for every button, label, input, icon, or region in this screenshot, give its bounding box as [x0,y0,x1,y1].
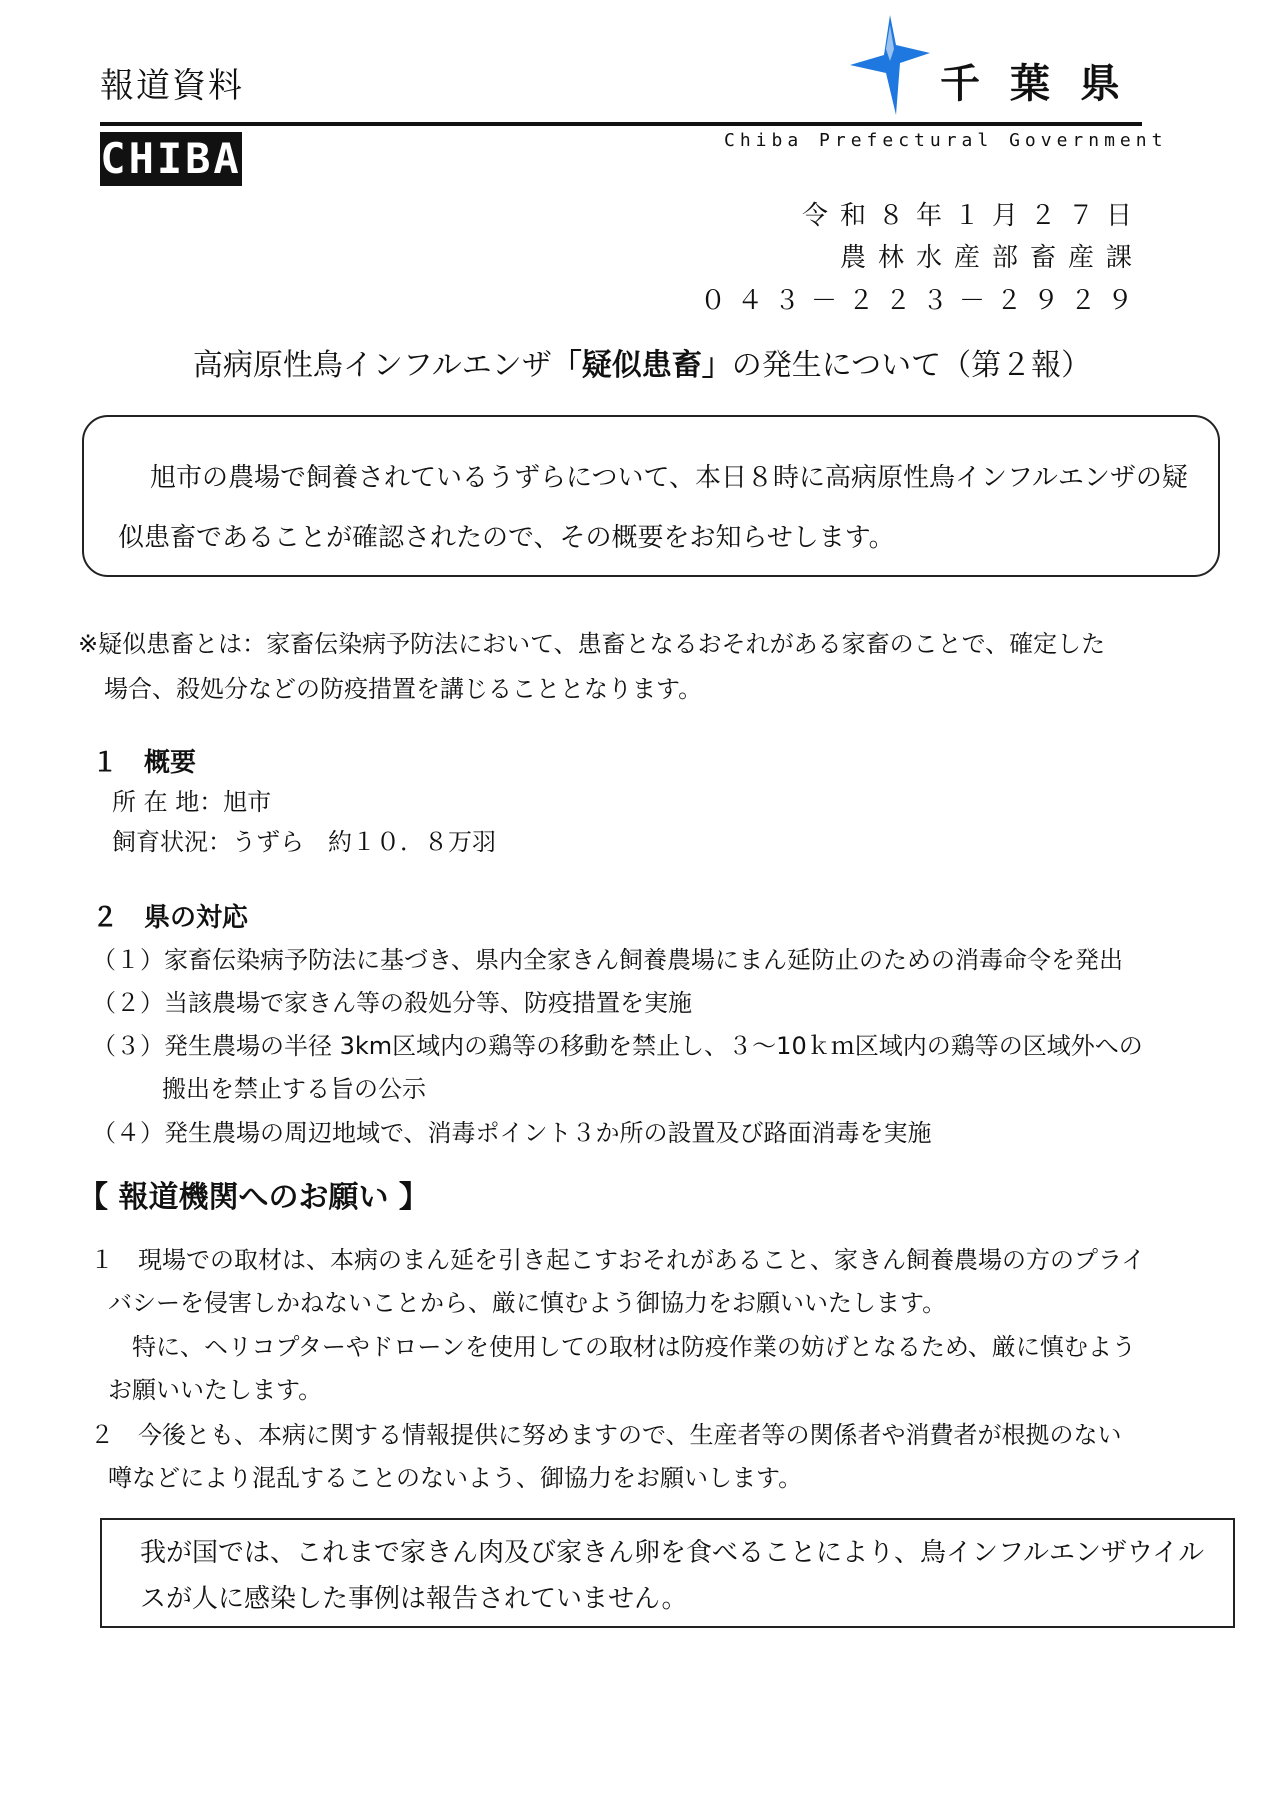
request-line: 噂などにより混乱することのないよう、御協力をお願いします。 [108,1464,803,1492]
prefecture-name: 千葉県 [940,61,1150,107]
document-title [0,340,1284,384]
press-release-label: 報道資料 [100,66,244,106]
section-heading-overview: １ 概要 [92,748,197,778]
title-emphasis: 「疑似患畜」 [551,348,732,383]
summary-text: 旭市の農場で飼養されているうずらについて、本日８時に高病原性鳥インフルエンザの疑似患畜であることが確認されたので、その概要をお知らせします。 [118,463,1188,553]
request-line: お願いいたします。 [108,1376,323,1404]
response-item: （３）発生農場の半径 3km区域内の鶏等の移動を禁止し、３～10ｋｍ区域内の鶏等の区域外への [92,1032,1143,1060]
header-divider [100,122,1142,126]
overview-breeding-status: 飼育状況：うずら 約１０．８万羽 [112,828,496,856]
section-heading-response: ２ 県の対応 [92,903,249,933]
response-item: （２）当該農場で家きん等の殺処分等、防疫措置を実施 [92,989,692,1017]
note-line: ※疑似患畜とは：家畜伝染病予防法において、患畜となるおそれがある家畜のことで、確定した [78,630,1106,658]
request-line: １ 現場での取材は、本病のまん延を引き起こすおそれがあること、家きん飼養農場の方のプライ [90,1246,1146,1274]
chiba-logo: CHIBA [100,132,242,186]
safety-notice-text: 我が国では、これまで家きん肉及び家きん卵を食べることにより、鳥インフルエンザウイルスが人に感染した事例は報告されていません。 [140,1538,1205,1614]
title-suffix: の発生について（第２報） [731,348,1092,383]
government-english-name: Chiba Prefectural Government [724,130,1168,151]
release-date: 令和８年１月２７日 [801,201,1144,231]
note-line: 場合、殺処分などの防疫措置を講じることとなります。 [104,675,703,703]
response-item: （１）家畜伝染病予防法に基づき、県内全家きん飼養農場にまん延防止のための消毒命令を発出 [92,946,1124,974]
request-line: 特に、ヘリコプターやドローンを使用しての取材は防疫作業の妨げとなるため、厳に慎むよう [108,1333,1136,1361]
definition-note [78,622,1228,712]
request-line: ２ 今後とも、本病に関する情報提供に努めますので、生産者等の関係者や消費者が根拠のない [90,1421,1122,1449]
response-item: （４）発生農場の周辺地域で、消毒ポイント３か所の設置及び路面消毒を実施 [92,1119,932,1147]
overview-location: 所 在 地：旭市 [112,788,272,816]
department: 農林水産部畜産課 [839,243,1144,273]
title-prefix: 高病原性鳥インフルエンザ [192,348,552,383]
phone-number: ０４３－２２３－２９２９ [699,286,1144,316]
request-line: バシーを侵害しかねないことから、厳に慎むよう御協力をお願いいたします。 [108,1289,947,1317]
chiba-prefecture-emblem-icon [850,15,930,115]
response-item-continuation: 搬出を禁止する旨の公示 [162,1075,426,1103]
media-request-heading: 【 報道機関へのお願い 】 [78,1180,429,1215]
